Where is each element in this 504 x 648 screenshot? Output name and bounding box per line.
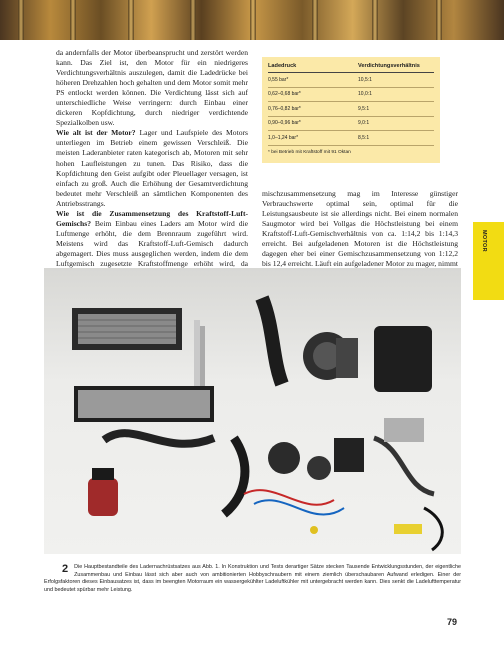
figure-caption [44,564,461,594]
subheading-engine-age: Wie alt ist der Motor? [56,128,136,138]
table-header: Ladedruck Verdichtungsverhältnis [268,63,434,73]
section-tab-label: MOTOR [481,230,487,252]
supercharger-kit-photo [44,268,461,554]
table-row: 0,62–0,68 bar* 10,0:1 [268,88,434,103]
page-number: 79 [447,617,458,627]
paragraph-intro: da andernfalls der Motor überbeansprucht und zerstört werden kann. Das Ziel ist, den Motor für ein niedrigeres Verdichtungsverhältnis auszulegen, damit die Ladedrücke bei höheren Drehzahlen hoch gehalten und dem Motor somit mehr PS entlockt werden können. Die Verdichtung lässt sich auf unterschiedliche Weise verringern: durch Einbau einer dickeren Kopfdichtung, durch niedriger verdichtende Spezialkolben usw. [56,48,248,128]
paragraph-mixture: Wie ist die Zusammensetzung des Kraftstoff-Luft-Gemischs? Beim Einbau eines Laders am Motor wird die Luftmenge erhöht, die dem Brennraum zugeführt wird. Meistens wird das Kraftstoff-Luft-Gemisch dadurch abgemagert. Dies muss ausgeglichen werden, indem die dem Luftgemisch zugesetzte Kraftstoffmenge erhöht wird, da [56,208,248,268]
boost-compression-table [262,57,440,163]
table-footnote: * bei Betrieb mit Kraftstoff mit 91 Oktan [268,149,351,155]
section-tab [473,222,504,300]
paragraph-engine-age: Wie alt ist der Motor? Lager und Laufspiele des Motors unterliegen im Betrieb einem gewissen Verschleiß. Die meisten Laderanbieter raten kategorisch ab, Motoren mit sehr hohen Laufleistungen zu tunen. Das Risiko, dass die Kopfdichtung den Geist aufgibt oder Pleuellager versagen, ist einfach zu groß. Auch die Erhöhung der Gesamtverdichtung bedeutet mehr Verschleiß an sämtlichen Komponenten des Antriebsstrangs. [56,128,248,208]
table-row: 0,90–0,96 bar* 9,0:1 [268,117,434,132]
table-row: 0,76–0,82 bar* 9,5:1 [268,102,434,117]
caption-text: Die Hauptbestandteile des Ladernachrüstsatzes aus Abb. 1. In Konstruktion und Tests derartiger Sätze stecken Tausende Entwicklungsstunden, der eigentliche Zusammenbau und Einbau lässt sich aber auch von ambitionierten Hobbyschraubern mit einem ziemlich überschaubaren Aufwand erledigen. Einer der Erfolgsfaktoren dieses Einbausatzes ist, dass im beengten Motorraum ein wassergekühlter Ladeluftkühler mit untergebracht werden kann. Dies senkt die Ladelufttemperatur und bedeutet spürbar mehr Leistung. [44,564,461,593]
table-row: 1,0–1,24 bar* 8,5:1 [268,131,434,146]
table-row: 0,55 bar* 10,5:1 [268,73,434,88]
header-photo-strip [0,0,504,40]
figure-number: 2 [62,563,69,575]
paragraph-continued: mischzusammensetzung mag im Interesse günstiger Verbrauchswerte optimal sein, optimal für die Leistungsausbeute ist sie allerdings nicht. Bei einem normalen Saugmotor wird bei Vollgas die Höchstleistung bei einem Kraftstoff-Luft-Gemischverhältnis von ca. 1:14,2 bis 1:14,3 erreicht. Bei aufgeladenen Motoren ist die Höchstleistung dagegen eher bei einer Gemischzusammensetzung von 1:12,2 bis 12,4 erreicht. Läuft ein aufgeladener Motor zu mager, nimmt [262,189,458,269]
subheading-mixture: Wie ist die Zusammensetzung des Kraftstoff-Luft-Gemischs? [56,208,248,228]
